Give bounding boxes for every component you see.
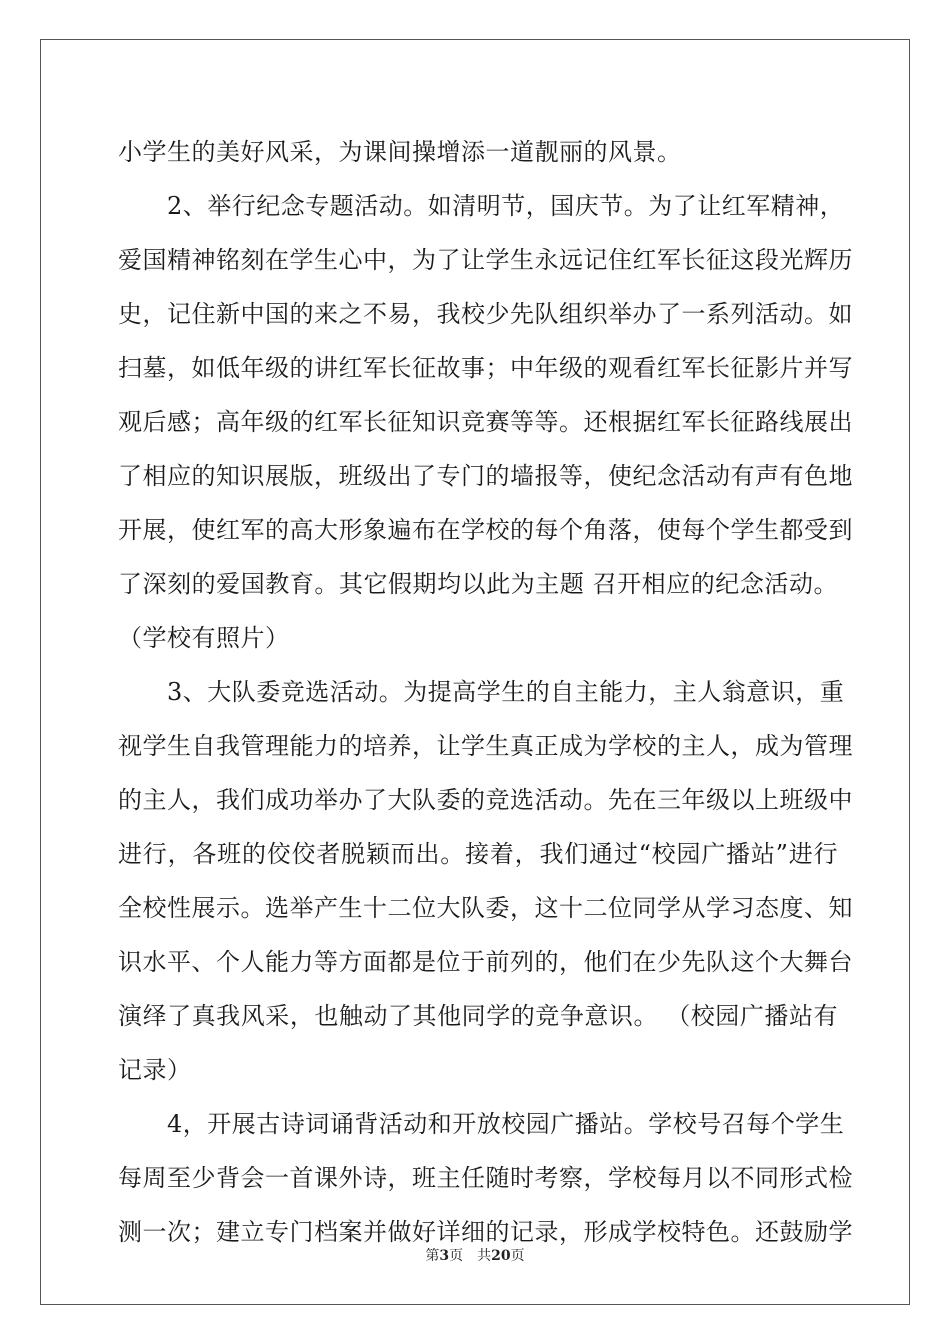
- text-line: 记录）: [118, 1056, 192, 1084]
- text-line: 了深刻的爱国教育。其它假期均以此为主题 召开相应的纪念活动。: [118, 570, 838, 598]
- text-line: 爱国精神铭刻在学生心中，为了让学生永远记住红军长征这段光辉历: [118, 246, 853, 274]
- text-line: 了相应的知识展版，班级出了专门的墙报等，使纪念活动有声有色地: [118, 462, 853, 490]
- text-line: 全校性展示。选举产生十二位大队委，这十二位同学从学习态度、知: [118, 894, 853, 922]
- footer-middle: 页 共: [449, 1248, 492, 1264]
- text-line: 观后感；高年级的红军长征知识竞赛等等。还根据红军长征路线展出: [118, 408, 853, 436]
- text-line: 演绎了真我风采，也触动了其他同学的竞争意识。 （校园广播站有: [118, 1002, 838, 1030]
- total-pages: 20: [491, 1248, 511, 1264]
- text-line: 的主人，我们成功举办了大队委的竞选活动。先在三年级以上班级中: [118, 786, 853, 814]
- text-line: 视学生自我管理能力的培养，让学生真正成为学校的主人，成为管理: [118, 732, 853, 760]
- text-line: 每周至少背会一首课外诗，班主任随时考察，学校每月以不同形式检: [118, 1164, 853, 1192]
- document-body: [118, 125, 853, 1259]
- footer-suffix: 页: [510, 1248, 525, 1264]
- page-footer: [0, 1245, 950, 1265]
- text-line: 小学生的美好风采，为课间操增添一道靓丽的风景。: [118, 138, 682, 166]
- text-line: 3、大队委竞选活动。为提高学生的自主能力，主人翁意识，重: [118, 678, 845, 706]
- footer-prefix: 第: [425, 1248, 440, 1264]
- text-line: （学校有照片）: [118, 624, 290, 652]
- text-line: 进行，各班的佼佼者脱颖而出。接着，我们通过“校园广播站”进行: [118, 840, 838, 868]
- page-number: 3: [439, 1248, 450, 1264]
- text-line: 测一次；建立专门档案并做好详细的记录，形成学校特色。还鼓励学: [118, 1218, 853, 1246]
- text-line: 史，记住新中国的来之不易，我校少先队组织举办了一系列活动。如: [118, 300, 853, 328]
- text-line: 识水平、个人能力等方面都是位于前列的，他们在少先队这个大舞台: [118, 948, 853, 976]
- text-line: 扫墓，如低年级的讲红军长征故事；中年级的观看红军长征影片并写: [118, 354, 853, 382]
- text-line: 开展，使红军的高大形象遍布在学校的每个角落，使每个学生都受到: [118, 516, 853, 544]
- text-line: 2、举行纪念专题活动。如清明节，国庆节。为了让红军精神，: [118, 192, 845, 220]
- text-line: 4，开展古诗词诵背活动和开放校园广播站。学校号召每个学生: [118, 1110, 845, 1138]
